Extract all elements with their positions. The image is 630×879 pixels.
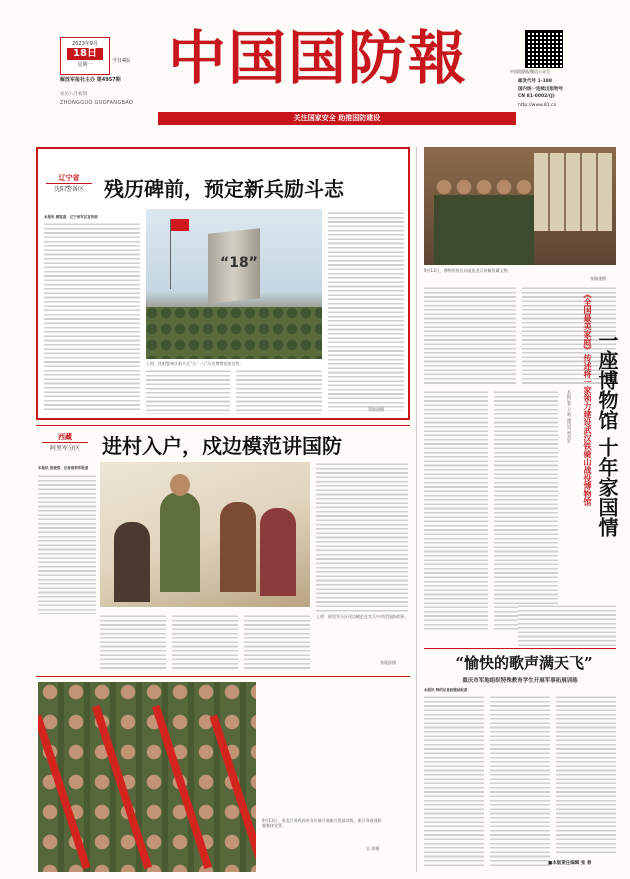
date-box <box>60 37 110 75</box>
qr-caption: 中国国防报微信公众号 <box>510 69 550 74</box>
feature-body-top-a <box>424 286 516 386</box>
story1-photo <box>146 209 322 359</box>
display-wall <box>534 153 612 231</box>
song-body-c <box>556 695 616 855</box>
story1-credit: 蔡铭道摄 <box>368 407 384 412</box>
story1-body-right <box>328 211 404 411</box>
date-day: 18日 <box>67 48 103 60</box>
issue-count: 今日4版 <box>112 58 131 64</box>
museum-photo-caption: 9月13日，博物馆馆长向退伍老兵讲解馆藏文物。 <box>424 268 512 273</box>
feature-headline: 一座博物馆 十年家国情 <box>595 330 619 537</box>
code-line-2: 国内统一连续出版物号 <box>518 87 563 92</box>
sash-4 <box>209 715 256 870</box>
main-column-rule <box>416 147 417 872</box>
issue-publisher: 解放军报社主办 第4957期 <box>60 77 121 83</box>
sash-2 <box>92 705 152 869</box>
code-line-3: CN 81-0002/(J) <box>518 94 555 99</box>
story1-body-mid-b <box>236 369 322 414</box>
story2-body-bottom-a <box>100 614 166 670</box>
story3-photo <box>38 682 256 872</box>
story1-tag-unit: 沈阳警备区 <box>46 183 92 193</box>
masthead-area <box>0 0 630 140</box>
story2-top-rule <box>36 425 410 426</box>
song-body-a <box>424 695 484 867</box>
story3-caption: 9月13日，黑龙江省鸡西市各乡镇开展新兵役前训练，新兵身着迷彩服集体宣誓。 <box>262 818 382 828</box>
story1-body-mid-a <box>146 369 230 414</box>
story2-body-right <box>316 462 408 612</box>
figure-villager-a <box>220 502 256 592</box>
story3-top-rule <box>36 676 410 677</box>
story1-body-left <box>44 222 140 412</box>
song-body-b <box>490 695 550 867</box>
story1-headline: 残历碑前，预定新兵励斗志 <box>104 177 344 201</box>
date-month: 2023年9月 <box>72 41 98 47</box>
feature-body-mid-b <box>494 390 558 630</box>
song-subhead: 重庆市军地组织特殊教育学生开展军事拓展训练 <box>462 678 578 684</box>
visitor-group <box>434 177 534 265</box>
soldier-rows <box>146 307 322 359</box>
figure-soldier <box>160 492 200 592</box>
story2-headline: 进村入户，戍边模范讲国防 <box>102 434 342 458</box>
figure-villager-b <box>260 508 296 596</box>
feature-body-mid-a <box>424 390 488 630</box>
museum-photo-credit: 张翰建摄 <box>590 276 606 281</box>
story2-caption: 上图：阿里军分区戍边模范在官兵中讲述国防故事。 <box>316 614 408 619</box>
story1-byline: 本报讯 蔡铭道、辽宁省军区宣传部 <box>44 215 98 219</box>
monument-number: “18” <box>220 255 258 271</box>
song-headline: “愉快的歌声满天飞” <box>455 654 593 672</box>
story2-tag-region: 西藏 <box>58 433 72 441</box>
story2-credit: 张俊滨摄 <box>380 660 396 665</box>
sash-1 <box>38 715 91 870</box>
story1-tag-region: 辽宁省 <box>58 174 80 182</box>
red-flag <box>171 219 189 231</box>
story3-credit: 吴 琼摄 <box>366 846 380 851</box>
feature-byline: 本报记者 卫 鸣 通讯员 周杰宏 <box>567 390 572 444</box>
story2-body-bottom-c <box>244 614 310 670</box>
song-byline: 本报讯 特约记者赵德昌报道 <box>424 688 468 692</box>
lunar-date: 农历八月初四 <box>60 92 87 97</box>
story1-tag <box>46 173 92 197</box>
newspaper-masthead: 中国国防報 <box>168 24 469 92</box>
story2-body-left <box>38 474 96 614</box>
story2-tag <box>42 432 88 452</box>
story2-tag-unit: 阿里军分区 <box>42 442 88 452</box>
slogan-text: 关注国家安全 助推国防建设 <box>293 114 381 122</box>
date-weekday: 星期一 <box>77 62 93 68</box>
feature-kicker: 《全国最美家庭》传述将一家领力建设武汉铁骑山战役博物馆 <box>583 290 592 506</box>
figure-villager-c <box>114 522 150 602</box>
story2-byline: 本报讯 张俊滨、记者周利军报道 <box>38 466 89 470</box>
story1-photo-caption: 上图：沈阳警备区新兵在“九·一八”历史博物馆前宣誓。 <box>146 361 244 366</box>
pinyin-name: ZHONGGUO GUOFANGBAO <box>60 100 134 106</box>
story2-photo <box>100 462 310 607</box>
museum-photo <box>424 147 616 265</box>
page-editor-footer: ■本版责任编辑 张 普 <box>548 861 592 866</box>
website: http://www.81.cn <box>518 103 557 108</box>
song-top-rule <box>424 648 616 649</box>
feature-body-lower <box>518 604 616 648</box>
figure-soldier-head <box>170 474 190 496</box>
code-line-1: 邮发代号 1-188 <box>518 79 552 84</box>
story2-body-bottom-b <box>172 614 238 670</box>
story1-box <box>36 147 410 420</box>
wechat-qr-code <box>525 30 563 68</box>
sash-3 <box>152 705 212 869</box>
